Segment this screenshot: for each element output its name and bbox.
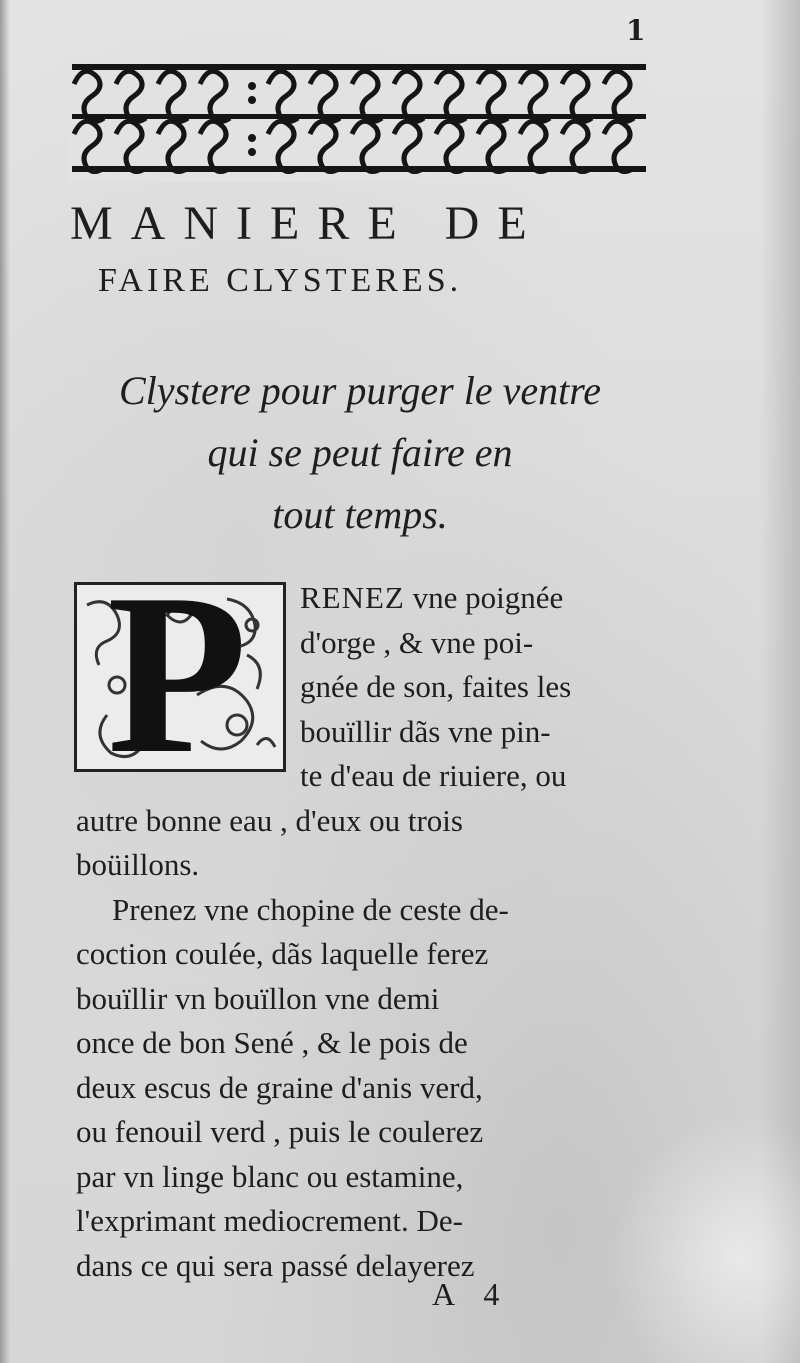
gutter-shadow	[0, 0, 10, 1363]
subtitle-line: qui se peut faire en	[207, 430, 513, 475]
body-text	[76, 576, 666, 1288]
signature-mark: A 4	[432, 1276, 500, 1312]
text-line: gnée de son, faites les	[300, 669, 572, 704]
headpiece-ornament-icon	[68, 54, 650, 182]
text-line: boüillons.	[76, 847, 200, 882]
title-line-2: FAIRE CLYSTERES.	[98, 262, 463, 299]
text-line: coction coulée, dãs laquelle ferez	[76, 936, 489, 971]
text-line: te d'eau de riuiere, ou	[300, 758, 567, 793]
page-number: 1	[626, 14, 646, 47]
text-line: bouïllir vn bouïllon vne demi	[76, 980, 440, 1016]
decorative-headpiece	[68, 54, 650, 182]
title-line-1: MANIERE DE	[70, 197, 545, 250]
text-line: par vn linge blanc ou estamine,	[76, 1158, 464, 1194]
text-line: dans ce qui sera passé delayerez	[76, 1247, 475, 1283]
subtitle-line: tout temps.	[272, 492, 448, 537]
first-word-caps: RENEZ	[300, 580, 405, 615]
text-line: ou fenouil verd , puis le coulerez	[76, 1114, 484, 1149]
subtitle-line: Clystere pour purger le ventre	[118, 368, 602, 413]
text-line: once de bon Sené , & le pois de	[76, 1025, 468, 1060]
page-edge	[760, 0, 800, 1363]
text-line	[76, 576, 666, 621]
text-line: d'orge , & vne poi-	[300, 624, 534, 660]
text-line: deux escus de graine d'anis verd,	[76, 1069, 483, 1105]
text-line: bouïllir dãs vne pin-	[300, 713, 551, 749]
text-line-content: vne poignée	[404, 580, 564, 615]
text-line: Prenez vne chopine de ceste de-	[112, 891, 509, 927]
text-line: autre bonne eau , d'eux ou trois	[76, 802, 463, 838]
section-subtitle	[60, 360, 660, 546]
text-line: l'exprimant mediocrement. De-	[76, 1203, 463, 1238]
initial-letter: P	[107, 546, 248, 801]
